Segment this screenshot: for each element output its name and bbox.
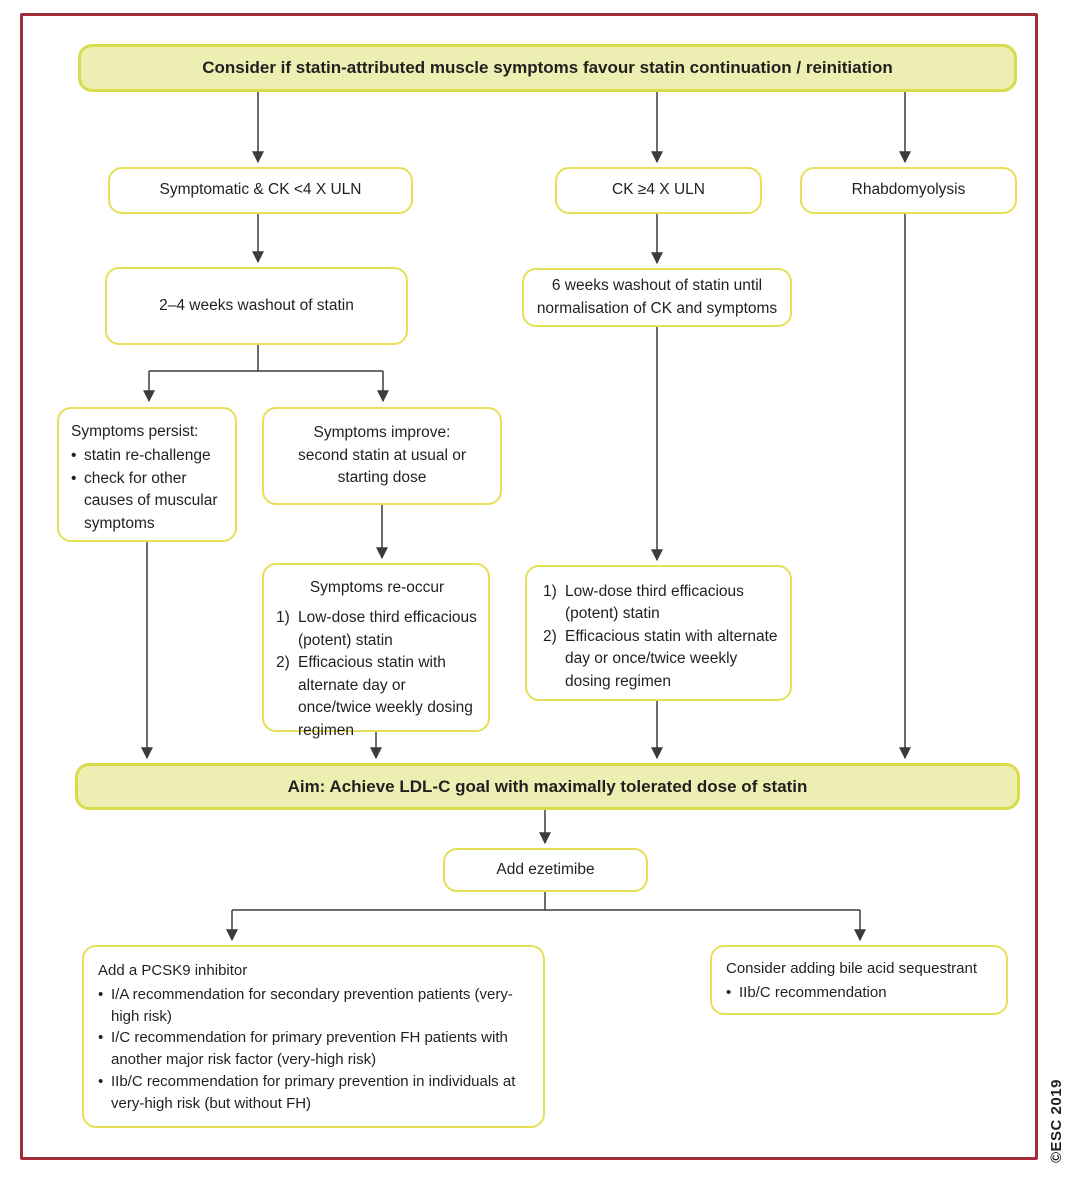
top-banner [78, 44, 1017, 92]
box-bile-acid-sequestrant [710, 945, 1008, 1015]
symptoms-improve-line: second statin at usual or [297, 446, 467, 464]
bile-acid-title: Consider adding bile acid sequestrant [726, 960, 977, 977]
box-symptoms-persist [57, 407, 237, 542]
pcsk9-bullet [98, 984, 533, 1028]
bile-acid-bullet-text: • IIb/C recommendation [739, 983, 887, 1001]
aim-banner-text: Aim: Achieve LDL-C goal with maximally tolerated dose of statin [287, 776, 808, 796]
box-symptoms-improve [262, 407, 502, 505]
item-text: Efficacious statin with alternate day or once/twice weekly dosing regimen [565, 627, 778, 690]
box-rhabdomyolysis-label: Rhabdomyolysis [851, 181, 966, 199]
box-symptoms-reoccur [262, 563, 490, 739]
symptoms-improve-line: starting dose [337, 469, 427, 487]
third-statin-item [543, 626, 780, 693]
box-washout-2-4-weeks [105, 267, 408, 345]
box-rhabdomyolysis [800, 167, 1017, 214]
item-text: Efficacious statin with alternate day or once/twice weekly dosing regimen [298, 654, 473, 739]
box-add-ezetimibe [443, 848, 648, 892]
box-third-statin-options [525, 565, 792, 701]
top-banner-text: Consider if statin-attributed muscle symptoms favour statin continuation / reinitiation [202, 58, 893, 77]
item-number: 1) [543, 583, 557, 600]
third-statin-item [543, 581, 780, 626]
symptoms-persist-bullet-text: • statin re-challenge [84, 447, 211, 465]
box-add-pcsk9-inhibitor [82, 945, 545, 1128]
bile-acid-bullet [726, 982, 998, 1004]
symptoms-persist-bullet-text: • check for other causes of muscular symptoms [84, 469, 218, 532]
symptoms-persist-bullet [71, 468, 225, 535]
symptoms-improve-line: Symptoms improve: [313, 424, 451, 442]
pcsk9-bullet-text: • IIb/C recommendation for primary prevention in individuals at very-high risk (but without FH) [111, 1072, 516, 1112]
symptoms-persist-title: Symptoms persist: [71, 423, 199, 440]
symptoms-reoccur-title: Symptoms re-occur [309, 579, 445, 596]
pcsk9-bullet [98, 1027, 533, 1071]
symptoms-persist-bullet [71, 445, 225, 467]
box-ck-high [555, 167, 762, 214]
item-number: 1) [276, 609, 290, 627]
pcsk9-bullet [98, 1071, 533, 1115]
box-symptomatic-label: Symptomatic & CK <4 X ULN [159, 181, 362, 199]
item-text: Low-dose third efficacious (potent) statin [565, 583, 744, 623]
item-number: 2) [543, 627, 557, 645]
box-washout-2-4-label: 2–4 weeks washout of statin [159, 296, 354, 314]
pcsk9-title: Add a PCSK9 inhibitor [98, 962, 248, 979]
box-washout-6-label: 6 weeks washout of statin until normalisation of CK and symptoms [536, 277, 778, 317]
symptoms-reoccur-item [276, 652, 478, 742]
add-ezetimibe-label: Add ezetimibe [496, 860, 595, 878]
item-number: 2) [276, 654, 290, 672]
esc-copyright: ©ESC 2019 [1048, 1079, 1065, 1163]
pcsk9-bullet-text: • I/C recommendation for primary prevention FH patients with another major risk factor (very-high risk) [111, 1029, 508, 1068]
symptoms-reoccur-item [276, 607, 478, 652]
box-ck-high-label: CK ≥4 X ULN [612, 181, 705, 199]
item-text: Low-dose third efficacious (potent) statin [298, 609, 477, 649]
pcsk9-bullet-text: • I/A recommendation for secondary prevention patients (very-high risk) [111, 985, 513, 1025]
box-symptomatic-ck-low [108, 167, 413, 214]
aim-banner [75, 763, 1020, 810]
box-washout-6-weeks [522, 268, 792, 327]
